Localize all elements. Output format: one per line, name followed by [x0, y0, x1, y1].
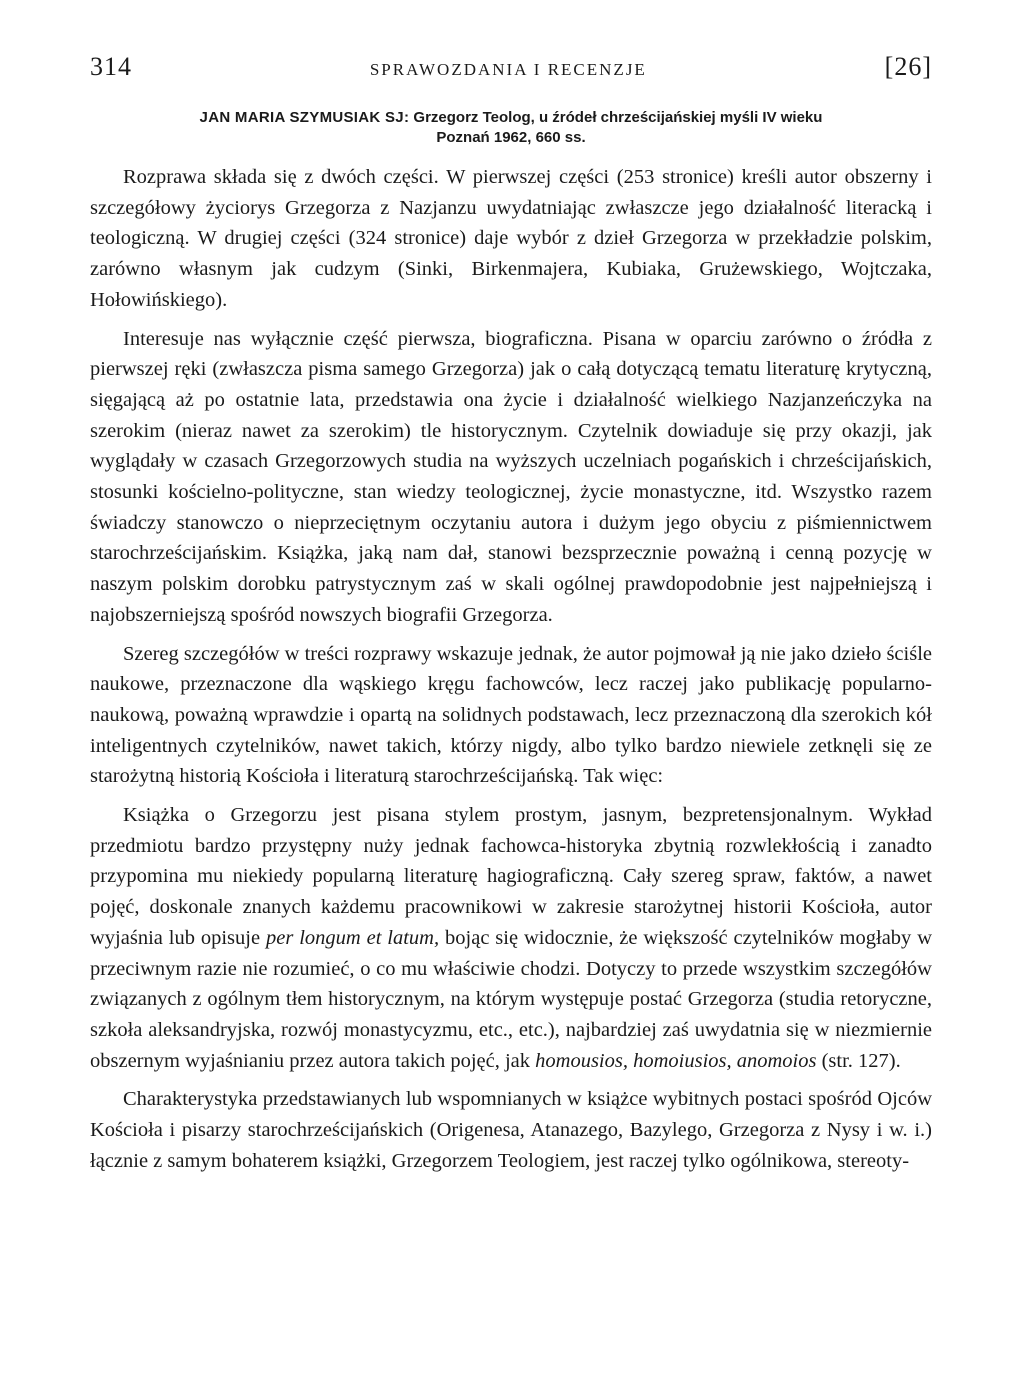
page-number: 314 — [90, 52, 132, 81]
bibliographic-line-1 — [90, 108, 932, 128]
latin-phrase: per longum et latum, — [265, 926, 440, 949]
section-title: SPRAWOZDANIA I RECENZJE — [369, 60, 647, 79]
review-author: JAN MARIA SZYMUSIAK SJ: — [199, 109, 410, 126]
paragraph-1: Rozprawa składa się z dwóch części. W pierwszej części (253 stronice) kreśli autor obszerny i szczegółowy życiorys Grzegorza z Nazjanzu uwydatniając zwłaszcze jego działalność literacką i teologiczną. W drugiej części (324 stronice) daje wybór z dzieł Grzegorza w przekładzie polskim, zarówno własnym jak cudzym (Sinki, Birkenmajera, Kubiaka, Grużewskiego, Wojtczaka, Hołowińskiego). — [90, 166, 932, 311]
paragraph-3: Szereg szczegółów w treści rozprawy wskazuje jednak, że autor pojmował ją nie jako dzieło ściśle naukowe, przeznaczone dla wąskiego kręgu fachowców, lecz raczej jako publikację popularno-naukową, poważną wprawdzie i opartą na solidnych podstawach, lecz przeznaczoną dla szerokich kół inteligentnych czytelników, nawet takich, którzy nigdy, albo tylko bardzo niewiele zetknęli się ze starożytną historią Kościoła i literaturą starochrześcijańską. Tak więc: — [90, 642, 932, 788]
review-body — [90, 162, 932, 1177]
paragraph-4-text-c: (str. 127). — [816, 1049, 901, 1072]
sheet-number: [26] — [884, 52, 932, 81]
paragraph-4 — [90, 800, 932, 1076]
greek-terms: homousios, homoiusios, anomoios — [535, 1049, 817, 1072]
bibliographic-entry — [90, 108, 932, 148]
document-page — [90, 52, 932, 1185]
paragraph-5: Charakterystyka przedstawianych lub wspomnianych w książce wybitnych postaci spośród Ojców Kościoła i pisarzy starochrześcijańskich (Origenesa, Atanazego, Bazylego, Grzegorza z Nysy i w. i.) łącznie z samym bohaterem książki, Grzegorzem Teologiem, jest raczej tylko ogólnikowa, stereoty- — [90, 1088, 932, 1172]
paragraph-4-text-a: Książka o Grzegorzu jest pisana stylem prostym, jasnym, bezpretensjonalnym. Wykład przedmiotu bardzo przystępny nuży jednak fachowca-historyka zbytnią rozwlekłością i zanadto przypomina mu niekiedy popularną literaturę hagiograficzną. Cały szereg spraw, faktów, a nawet pojęć, doskonale znanych każdemu pracownikowi w zakresie starożytnej historii Kościoła, autor wyjaśnia lub opisuje — [90, 804, 932, 949]
reviewed-title: Grzegorz Teolog, u źródeł chrześcijańskiej myśli IV wieku — [413, 109, 823, 126]
paragraph-2: Interesuje nas wyłącznie część pierwsza, biograficzna. Pisana w oparciu zarówno o źródła z pierwszej ręki (zwłaszcza pisma samego Grzegorza) jak o całą dotyczącą tematu literaturę krytyczną, sięgającą aż po ostatnie lata, przedstawia ona życie i działalność wielkiego Nazjanzeńczyka na szerokim (nieraz nawet za szerokim) tle historycznym. Czytelnik dowiaduje się przy okazji, jak wyglądały w czasach Grzegorzowych studia na wyższych uczelniach pogańskich i chrześcijańskich, stosunki kościelno-polityczne, stan wiedzy teologicznej, życie monastyczne, itd. Wszystko razem świadczy stanowczo o nieprzeciętnym oczytaniu autora i dużym jego obyciu z piśmiennictwem starochrześcijańskim. Książka, jaką nam dał, stanowi bezsprzecznie poważną i cenną pozycję w naszym polskim dorobku patrystycznym zaś w skali ogólnej prawdopodobnie jest najpełniejszą i najobszerniejszą spośród nowszych biografii Grzegorza. — [90, 327, 932, 626]
paragraph-4-text-b: bojąc się widocznie, że większość czytelników mogłaby w przeciwnym razie nie rozumieć, o co mu właściwie chodzi. Dotyczy to przede wszystkim szczegółów związanych z ogólnym tłem historycznym, na którym występuje postać Grzegorza (studia retoryczne, szkoła aleksandryjska, rozwój monastycyzmu, etc., etc.), najbardziej zaś uwydatnia się w niezmiernie obszernym wyjaśnianiu przez autora takich pojęć, jak — [90, 926, 933, 1072]
publication-info: Poznań 1962, 660 ss. — [436, 129, 586, 146]
running-head — [90, 52, 932, 92]
